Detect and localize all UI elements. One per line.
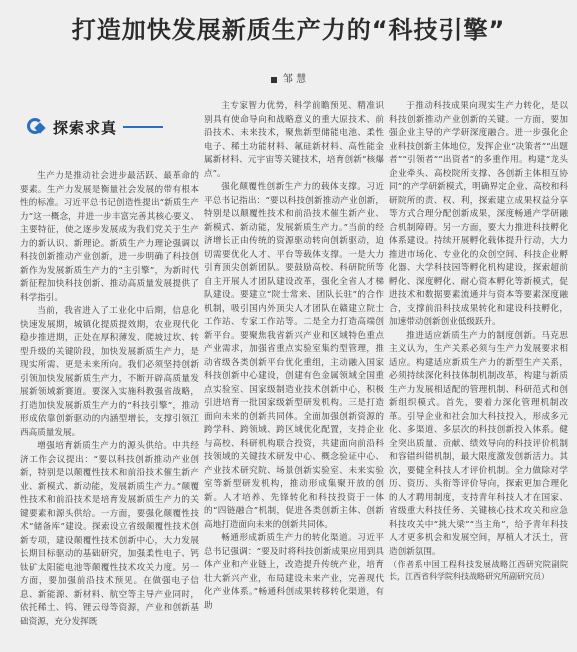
paragraph: 畅通形成新质生产力的转化渠道。习近平总书记强调：“要及时将科技创新成果应用到具体产业和产业链上，改造提升传统产业，培育壮大新兴产业，布局建设未来产业，完善现代化产业体系。”畅通科创成果转移转化渠道，有助	[204, 533, 384, 611]
paragraph: 生产力是推动社会进步最活跃、最革命的要素。生产力发展是衡量社会发展的带有根本性的标准。习近平总书记创造性提出“新质生产力”这一概念，并进一步丰富完善其核心要义、主要特征，使之逐步发展成为我们党关于生产力的新认识、新理论。新质生产力理论强调以科技创新推动产业创新，进一步明确了科技创新作为发展新质生产力的“主引擎”，为新时代新征程加快科技创新、推动高质量发展提供了科学指引。	[20, 171, 199, 303]
author-name: 邹 慧	[282, 74, 307, 85]
paragraph: 主专家智力优势，科学前瞻预见、精准识别具有使命导向和战略意义的重大原技术、前沿技术、未来技术，聚焦新型储能电池、柔性电子、稀土功能材料、氟硅新材料、高性能金属新材料、元宇宙等关键技术，培育创新“核爆点”。	[204, 101, 384, 179]
author-byline	[0, 70, 577, 85]
text-column-2	[204, 100, 384, 613]
paragraph: 当前，我省进入了工业化中后期，信息化快速发展期，城镇化提质提效期，农业现代化稳步推进期，正处在厚积薄发、爬坡过坎、转型升级的关键阶段，加快发展新质生产力，是现实所需、更是未来所向。我们必须坚持创新引领加快发展新质生产力，不断开辟高质量发展新领域新赛道。要深入实施科教强省战略，打造加快发展新质生产力的“科技引擎”，推动形成依靠创新驱动的内涵型增长，支撑引领江西高质量发展。	[20, 306, 199, 438]
column-badge	[27, 114, 163, 140]
paragraph: 推进适应新质生产力的制度创新。马克思主义认为，生产关系必须与生产力发展要求相适应。构建适应新质生产力的新型生产关系，必须持续深化科技体制机制改革，构建与新质生产力发展相适配的管理机制、科研范式和创新组织模式。首先，要着力深化管理机制改革。引导企业和社会加大科技投入，形成多元化、多渠道、多层次的科技创新投入体系。健全突出质量、贡献、绩效导向的科技评价机制和容错纠错机制，最大限度激发创新活力。其次，要健全科技人才评价机制。全力做除对学历、资历、头衔等评价导向，探索更加合理化的人才聘用制度，支持青年科技人才在国家、省级重大科技任务、关键核心技术攻关和应急科技攻关中“挑大梁”“当主角”，给予青年科技人才更多机会和发展空间，厚植人才沃土，营造创新氛围。	[389, 330, 568, 557]
badge-emblem-icon	[27, 116, 49, 138]
text-column-3	[389, 100, 568, 583]
author-footnote: （作者系中国工程科技发展战略江西研究院副院长，江西省科学院科技战略研究所副研究员）	[389, 560, 568, 581]
paragraph: 于推动科技成果向现实生产力转化，是以科技创新推动产业创新的关键。一方面，要加强企业主导的产学研深度融合。进一步强化企业科技创新主体地位，发挥企业“决策者”“出题者”“引领者”“出资者”的多重作用。构建“龙头企业牵头、高校院所支撑、各创新主体相互协同”的产学研新模式，明确界定企业、高校和科研院所的责、权、利，探索建立成果权益分享等方式合理分配创新成果，深度畅通产学研融合机制障碍。另一方面，要大力推进科技孵化体系建设。持续开展孵化载体提升行动，大力推进市场化、专业化的众创空间、科技企业孵化器、大学科技园等孵化机构建设，探索超前孵化、深度孵化、耐心资本孵化等新模式，促进技术和数据要素流通并与资本等要素深度融合，支撑前沿科技成果转化和建设科技孵化，加速带动创新创业低级跃升。	[389, 101, 568, 327]
badge-divider	[123, 126, 163, 128]
paragraph: 增强培育新质生产力的源头供给。中共经济工作会议提出：“要以科技创新推动产业创新，特别是以颠覆性技术和前沿技术催生新产业、新模式、新动能，发展新质生产力。”颠覆性技术和前沿技术是培育发展新质生产力的关键要素和源头供给。一方面，要强化颠覆性技术“储备库”建设。探索设立省级颠覆性技术创新专项，建设颠覆性技术创新中心，大力发展长期目标驱动的基础研究，加强柔性电子、钙钛矿太阳能电池等颠覆性技术攻关力度。另一方面，要加强前沿技术预见。在做强电子信息、新能源、新材料、航空等主导产业同时，依托稀土、钨、锂云母等资源，产业和创新基础资源，充分发挥既	[20, 441, 199, 627]
column-badge-label: 探索求真	[53, 118, 118, 137]
article-headline: 打造加快发展新质生产力的“科技引擎”	[71, 16, 506, 44]
paragraph: 强化颠覆性创新生产力的载体支撑。习近平总书记指出：“要以科技创新推动产业创新，特别是以颠覆性技术和前沿技术催生新产业、新模式、新动能，发展新质生产力。”当前的经济增长正由传统的资源驱动转向创新驱动，迫切需要优化人才、平台等载体支撑。一是大力引育顶尖创新团队。要鼓励高校、科研院所等自主开展人才团队建设改革，强化全省人才梯队建设。要建立“院士常来、团队长驻”的合作机制，吸引国内外顶尖人才团队在赣建立院士工作站、专家工作站等。二是全力打造高端创新平台。要聚焦我省新兴产业和区域特色重点产业需求，加强省重点实验室集约型管理，推动省级各类创新平台优化重组，主动融入国家科技创新中心建设，创建有色金属领域全国重点实验室、国家级制造业技术创新中心，积极引进培育一批国家级新型研发机构。三是打造面向未来的创新共同体。全面加强创新资源的跨学科、跨领域、跨区域优化配置，支持企业与高校、科研机构联合投资，共建面向前沿科技领域的关键技术研发中心、概念验证中心、产业技术研究院、场景创新实验室、未来实验室等新型研发机构，推动形成集聚开放的创新。人才培养、先锋转化和科技投资于一体的“四链融合”机制，促进各类创新主体、创新高地打造面向未来的创新共同体。	[204, 182, 384, 530]
text-column-1	[20, 170, 199, 629]
square-bullet-icon	[271, 77, 277, 83]
